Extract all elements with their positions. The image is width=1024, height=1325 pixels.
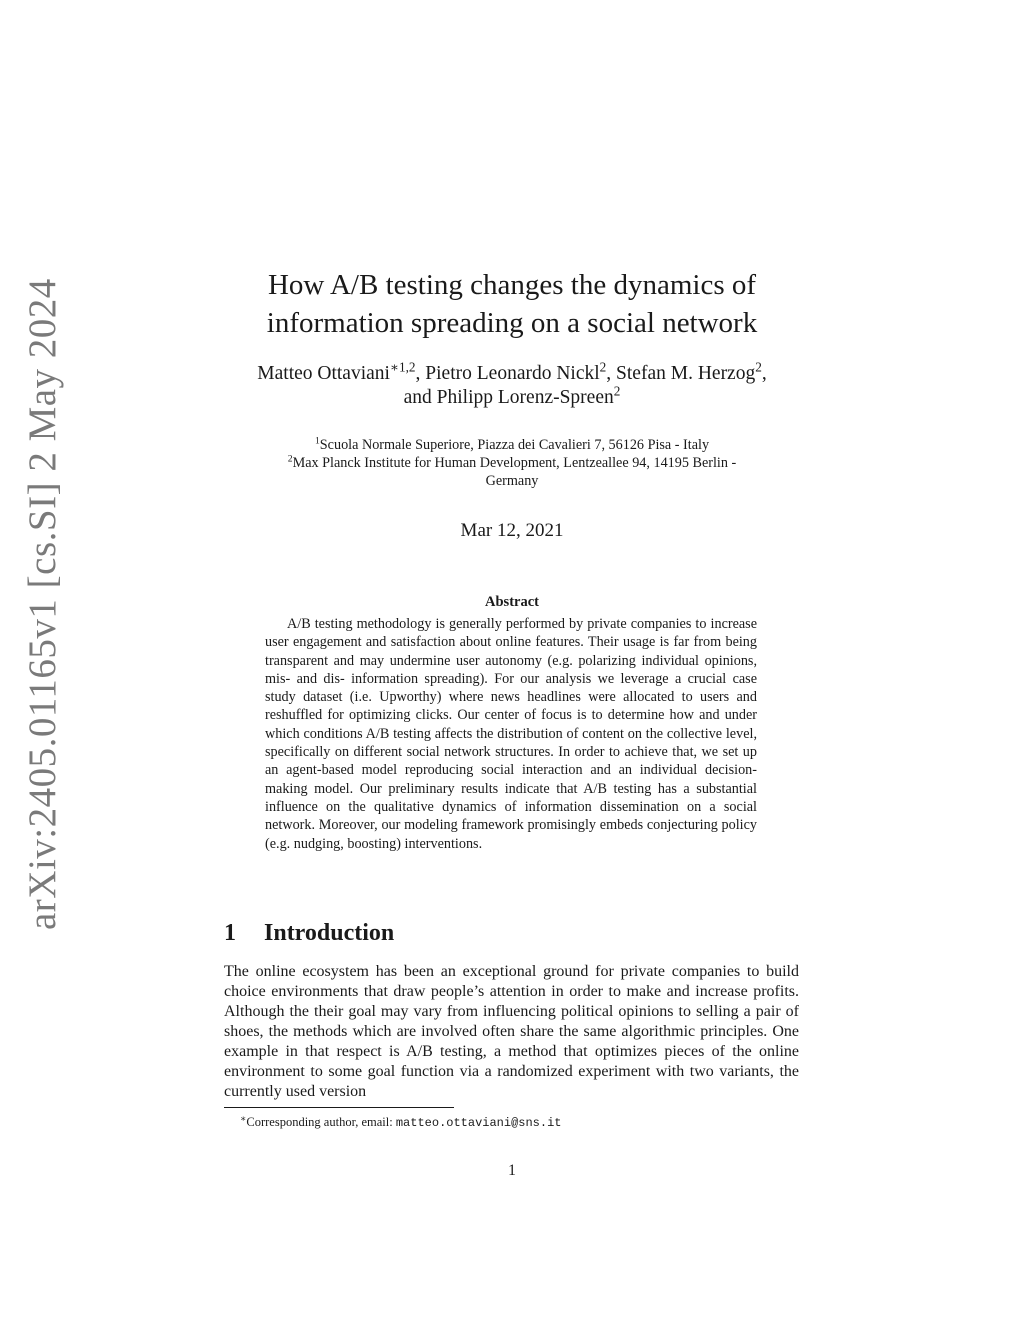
author-separator: , (761, 363, 767, 384)
footnote-mark: ∗ (240, 1114, 247, 1125)
footnote (240, 1114, 562, 1131)
author-separator: , (415, 363, 426, 384)
footnote-divider (224, 1107, 454, 1108)
author-list (0, 359, 1024, 410)
author-affiliation-marks: ∗1,2 (389, 359, 416, 375)
page-number: 1 (508, 1162, 516, 1179)
author-name: Philipp Lorenz-Spreen (436, 387, 614, 408)
affiliation-text: Germany (485, 473, 539, 489)
author-affiliation-marks: 2 (613, 383, 621, 399)
section-number: 1 (224, 920, 236, 946)
title-line-1: How A/B testing changes the dynamics of (267, 269, 757, 301)
section-heading (224, 918, 394, 948)
author-conjunction: and (403, 387, 437, 408)
paper-title (0, 266, 1024, 342)
affiliation-text: Scuola Normale Superiore, Piazza dei Cavalieri 7, 56126 Pisa - Italy (319, 437, 710, 453)
affiliation-text: Max Planck Institute for Human Development, Lentzeallee 94, 14195 Berlin - (292, 455, 737, 471)
affiliation-line (0, 472, 1024, 490)
author-affiliation-marks: 2 (755, 359, 762, 375)
abstract-body: A/B testing methodology is generally performed by private companies to increase user engagement and satisfaction about online features. Their usage is far from being transparent and may undermine user autonomy (e.g. polarizing individual opinions, mis- and dis- information spreading). For our analysis we leverage a crucial case study dataset (i.e. Upworthy) where news headlines were allocated to users and reshuffled for optimizing clicks. Our center of focus is to determine how and under which conditions A/B testing affects the distribution of content on the collective level, specifically on different social network structures. In order to achieve that, we set up an agent-based model reproducing social interaction and an individual decision-making model. Our preliminary results indicate that A/B testing has a substantial influence on the qualitative dynamics of information dissemination on a social network. Moreover, our modeling framework promisingly embeds conjecturing policy (e.g. nudging, boosting) interventions. (265, 616, 757, 852)
footnote-text: Corresponding author, email: (246, 1115, 396, 1129)
author-separator: , (606, 363, 617, 384)
affiliation-line (0, 454, 1024, 472)
section-title: Introduction (264, 920, 395, 946)
arxiv-identifier-stamp: arXiv:2405.01165v1 [cs.SI] 2 May 2024 (21, 278, 64, 930)
paper-date: Mar 12, 2021 (460, 520, 564, 541)
author-name: Stefan M. Herzog (616, 363, 756, 384)
footnote-email: matteo.ottaviani@sns.it (395, 1116, 562, 1130)
abstract-heading: Abstract (485, 594, 539, 610)
affiliation-mark: 1 (314, 435, 320, 447)
author-name: Matteo Ottaviani (257, 363, 390, 384)
author-affiliation-marks: 2 (599, 359, 607, 375)
title-line-2: information spreading on a social network (266, 307, 758, 339)
affiliation-list (0, 436, 1024, 490)
introduction-paragraph: The online ecosystem has been an exceptional ground for private companies to build choice environments that draw people’s attention in order to make and increase profits. Although the their goal may vary from influencing political opinions to selling a pair of shoes, the methods which are involved often share the same algorithmic principles. One example in that respect is A/B testing, a method that optimizes pieces of the online environment to some goal function via a randomized experiment with two variants, the currently used version (224, 963, 799, 1100)
affiliation-mark: 2 (287, 453, 293, 465)
author-name: Pietro Leonardo Nickl (425, 363, 600, 384)
affiliation-line (0, 436, 1024, 454)
